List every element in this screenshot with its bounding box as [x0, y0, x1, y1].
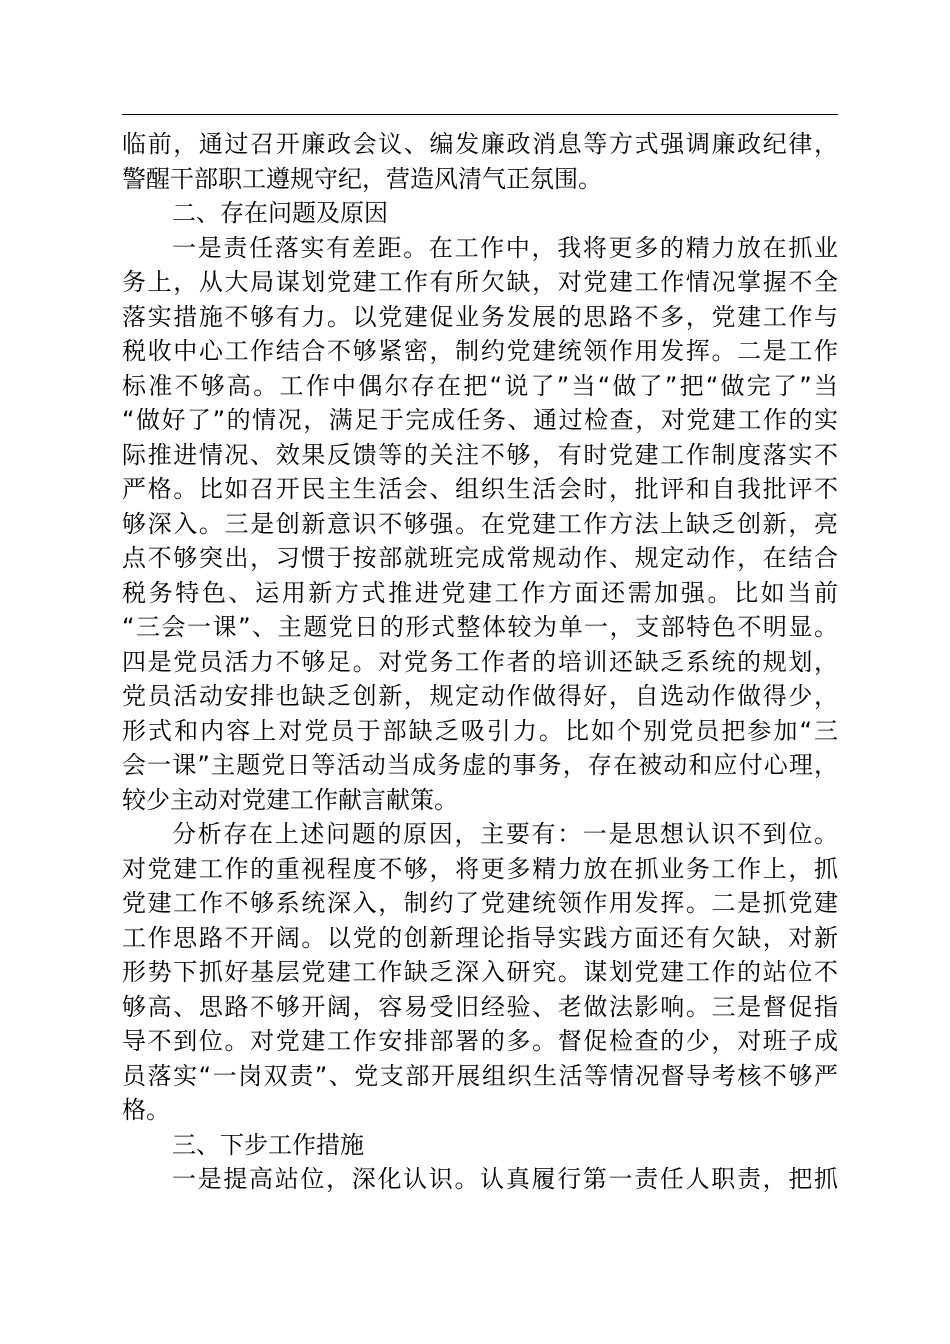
header-rule: [122, 114, 838, 115]
text-line: 一是提高站位，深化认识。认真履行第一责任人职责，把抓: [172, 1165, 838, 1193]
text-line: 会一课”主题党日等活动当成务虚的事务，存在被动和应付心理，: [122, 751, 838, 779]
text-line: 党建工作不够系统深入，制约了党建统领作用发挥。二是抓党建: [122, 889, 838, 917]
section-heading: 三、下步工作措施: [172, 1130, 364, 1159]
text-line: “三会一课”、主题党日的形式整体较为单一，支部特色不明显。: [122, 613, 838, 641]
text-line: 临前，通过召开廉政会议、编发廉政消息等方式强调廉政纪律，: [122, 130, 838, 158]
text-line: 够高、思路不够开阔，容易受旧经验、老做法影响。三是督促指: [122, 992, 838, 1021]
text-line: 四是党员活力不够足。对党务工作者的培训还缺乏系统的规划，: [122, 647, 838, 676]
text-line: 税务特色、运用新方式推进党建工作方面还需加强。比如当前: [122, 578, 838, 607]
text-line: 分析存在上述问题的原因，主要有：一是思想认识不到位。: [172, 820, 838, 848]
text-line: 务上，从大局谋划党建工作有所欠缺，对党建工作情况掌握不全: [122, 268, 838, 296]
text-line: 标准不够高。工作中偶尔存在把“说了”当“做了”把“做完了”当: [122, 371, 838, 400]
text-line: 员落实“一岗双责”、党支部开展组织生活等情况督导考核不够严: [122, 1061, 838, 1090]
text-line: 党员活动安排也缺乏创新，规定动作做得好，自选动作做得少，: [122, 682, 838, 710]
section-heading: 二、存在问题及原因: [172, 199, 388, 227]
text-line: “做好了”的情况，满足于完成任务、通过检查，对党建工作的实: [122, 406, 838, 434]
text-line: 导不到位。对党建工作安排部署的多。督促检查的少，对班子成: [122, 1027, 838, 1055]
text-line: 税收中心工作结合不够紧密，制约党建统领作用发挥。二是工作: [122, 337, 838, 365]
text-line: 际推进情况、效果反馈等的关注不够，有时党建工作制度落实不: [122, 440, 838, 469]
text-line: 格。: [122, 1096, 170, 1124]
text-line: 一是责任落实有差距。在工作中，我将更多的精力放在抓业: [172, 233, 838, 262]
text-line: 形势下抓好基层党建工作缺乏深入研究。谋划党建工作的站位不: [122, 958, 838, 986]
text-line: 工作思路不开阔。以党的创新理论指导实践方面还有欠缺，对新: [122, 923, 838, 952]
text-line: 严格。比如召开民主生活会、组织生活会时，批评和自我批评不: [122, 475, 838, 503]
text-line: 警醒干部职工遵规守纪，营造风清气正氛围。: [122, 164, 602, 193]
text-line: 较少主动对党建工作献言献策。: [122, 785, 458, 814]
text-line: 形式和内容上对党员于部缺乏吸引力。比如个别党员把参加“三: [122, 716, 838, 745]
text-line: 对党建工作的重视程度不够，将更多精力放在抓业务工作上，抓: [122, 854, 838, 883]
text-line: 落实措施不够有力。以党建促业务发展的思路不多，党建工作与: [122, 302, 838, 331]
text-line: 点不够突出，习惯于按部就班完成常规动作、规定动作，在结合: [122, 544, 838, 572]
document-body: [122, 127, 838, 1197]
text-line: 够深入。三是创新意识不够强。在党建工作方法上缺乏创新，亮: [122, 509, 838, 538]
